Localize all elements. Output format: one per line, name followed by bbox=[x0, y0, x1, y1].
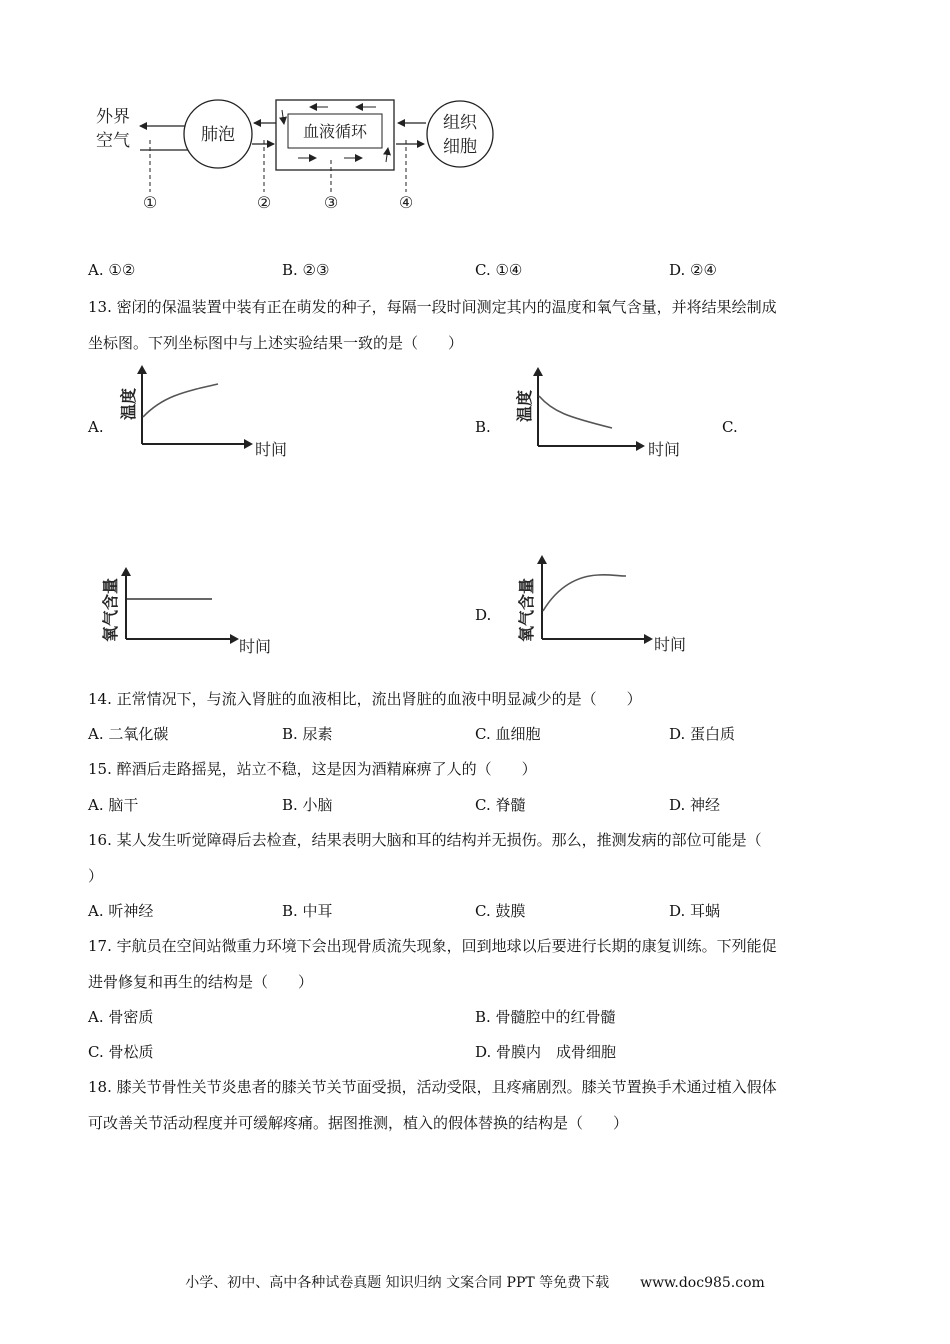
graph-a-curve bbox=[143, 384, 218, 417]
graph-c-y-label: 氧气含量 bbox=[101, 577, 120, 642]
page-footer bbox=[0, 1272, 950, 1292]
q14-option-b: B. 尿素 bbox=[282, 725, 333, 743]
graph-c-x-label: 时间 bbox=[239, 637, 272, 656]
q17-option-a: A. 骨密质 bbox=[88, 1008, 154, 1026]
graph-d-curve bbox=[543, 575, 626, 611]
q16-option-d: D. 耳蜗 bbox=[669, 902, 721, 920]
tissue-cells-label-2: 细胞 bbox=[443, 137, 477, 157]
marker-1: ① bbox=[142, 193, 158, 212]
q17-stem-line1: 17. 宇航员在空间站微重力环境下会出现骨质流失现象，回到地球以后要进行长期的康复训练。下列能促 bbox=[88, 937, 777, 955]
q14-option-d: D. 蛋白质 bbox=[669, 725, 736, 743]
q17-option-c: C. 骨松质 bbox=[88, 1043, 154, 1061]
graph-a-x-label: 时间 bbox=[255, 440, 288, 459]
q14-option-a: A. 二氧化碳 bbox=[88, 725, 169, 743]
q17-stem-line2: 进骨修复和再生的结构是（ ） bbox=[88, 973, 314, 991]
q13-label-c: C. bbox=[722, 418, 738, 436]
alveoli-label: 肺泡 bbox=[201, 125, 235, 145]
graph-a-y-label-1: 温度 bbox=[119, 387, 138, 420]
q15-option-c: C. 脊髓 bbox=[475, 796, 526, 814]
marker-3: ③ bbox=[323, 193, 339, 212]
tissue-cells-label-1: 组织 bbox=[443, 113, 477, 133]
q16-option-b: B. 中耳 bbox=[282, 902, 333, 920]
marker-4: ④ bbox=[398, 193, 414, 212]
graph-b bbox=[508, 362, 693, 462]
graph-d-y-label: 氧气含量 bbox=[517, 577, 536, 642]
graph-b-curve bbox=[539, 396, 612, 428]
q15-option-b: B. 小脑 bbox=[282, 796, 333, 814]
q14-option-c: C. 血细胞 bbox=[475, 725, 541, 743]
respiration-diagram bbox=[88, 88, 508, 218]
graph-a bbox=[112, 362, 297, 462]
q13-label-a: A. bbox=[88, 418, 104, 436]
q12-option-b: B. ②③ bbox=[282, 261, 330, 279]
q13-label-d: D. bbox=[475, 606, 492, 624]
graph-c bbox=[92, 560, 292, 660]
graph-d bbox=[508, 546, 698, 658]
q13-stem-line2: 坐标图。下列坐标图中与上述实验结果一致的是（ ） bbox=[88, 334, 464, 352]
tissue-cells-circle bbox=[427, 101, 493, 167]
footer-url[interactable]: www.doc985.com bbox=[640, 1275, 765, 1291]
q15-option-d: D. 神经 bbox=[669, 796, 721, 814]
marker-2: ② bbox=[256, 193, 272, 212]
q12-option-d: D. ②④ bbox=[669, 261, 717, 279]
q15-option-a: A. 脑干 bbox=[88, 796, 139, 814]
q12-option-a: A. ①② bbox=[88, 261, 136, 279]
graph-b-x-label: 时间 bbox=[648, 440, 681, 459]
q16-stem-line1: 16. 某人发生听觉障碍后去检查，结果表明大脑和耳的结构并无损伤。那么，推测发病的部位可能是（ bbox=[88, 831, 762, 849]
q17-option-b: B. 骨髓腔中的红骨髓 bbox=[475, 1008, 616, 1026]
q15-stem: 15. 醉酒后走路摇晃，站立不稳，这是因为酒精麻痹了人的（ ） bbox=[88, 760, 537, 778]
q18-stem-line1: 18. 膝关节骨性关节炎患者的膝关节关节面受损，活动受限，且疼痛剧烈。膝关节置换手术通过植入假体 bbox=[88, 1078, 777, 1096]
outside-air-label-2: 空气 bbox=[96, 131, 130, 151]
q18-stem-line2: 可改善关节活动程度并可缓解疼痛。据图推测，植入的假体替换的结构是（ ） bbox=[88, 1114, 629, 1132]
q16-option-c: C. 鼓膜 bbox=[475, 902, 526, 920]
q16-option-a: A. 听神经 bbox=[88, 902, 154, 920]
q16-stem-line2: ） bbox=[88, 867, 104, 885]
graph-d-x-label: 时间 bbox=[654, 635, 687, 654]
q13-label-b: B. bbox=[475, 418, 491, 436]
circulation-label: 血液循环 bbox=[302, 122, 368, 141]
graph-b-y-label: 温度 bbox=[515, 389, 534, 422]
footer-text: 小学、初中、高中各种试卷真题 知识归纳 文案合同 PPT 等免费下载 bbox=[185, 1275, 610, 1291]
q14-stem: 14. 正常情况下，与流入肾脏的血液相比，流出肾脏的血液中明显减少的是（ ） bbox=[88, 690, 642, 708]
q17-option-d: D. 骨膜内 成骨细胞 bbox=[475, 1043, 617, 1061]
q13-stem-line1: 13. 密闭的保温装置中装有正在萌发的种子，每隔一段时间测定其内的温度和氧气含量，并将结果绘制成 bbox=[88, 298, 777, 316]
q12-option-c: C. ①④ bbox=[475, 261, 523, 279]
outside-air-label-1: 外界 bbox=[96, 107, 130, 127]
